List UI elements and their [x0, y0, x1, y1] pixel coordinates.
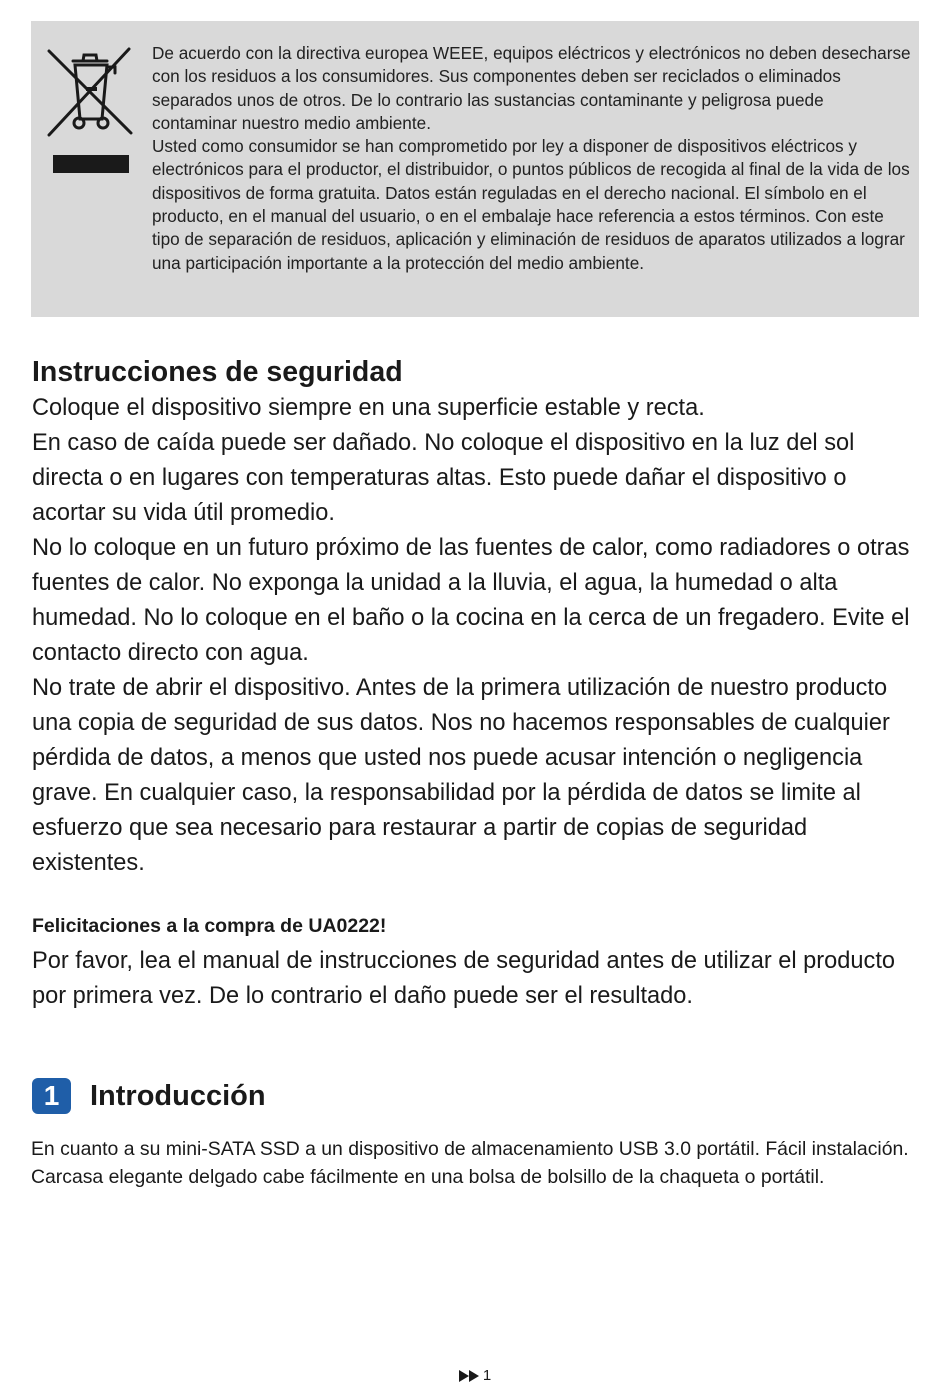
page-number: 1	[482, 1367, 492, 1384]
weee-notice-box	[31, 21, 919, 317]
safety-paragraph: No trate de abrir el dispositivo. Antes de la primera utilización de nuestro producto una copia de seguridad de sus datos. Nos no hacemos responsables de cualquier pérdida de datos, a menos que usted nos puede acusar intención o negligencia grave. En cualquier caso, la responsabilidad por la pérdida de datos se limite al esfuerzo que sea necesario para restaurar a partir de copias de seguridad existentes.	[32, 675, 890, 876]
crossed-out-wheelie-bin-icon	[45, 43, 133, 137]
intro-header	[32, 1076, 266, 1116]
safety-paragraph: Coloque el dispositivo siempre en una superficie estable y recta.	[32, 395, 705, 421]
weee-underline-bar	[53, 155, 129, 173]
intro-body: En cuanto a su mini-SATA SSD a un dispositivo de almacenamiento USB 3.0 portátil. Fácil instalación. Carcasa elegante delgado cabe fácilmente en una bolsa de bolsillo de la chaqueta o portátil.	[31, 1138, 909, 1188]
safety-paragraph: En caso de caída puede ser dañado. No coloque el dispositivo en la luz del sol directa o en lugares con temperaturas altas. Esto puede dañar el dispositivo o acortar su vida útil promedio.	[32, 430, 855, 526]
page-footer	[0, 1366, 950, 1386]
congrats-heading: Felicitaciones a la compra de UA0222!	[32, 915, 387, 937]
safety-paragraph: No lo coloque en un futuro próximo de las fuentes de calor, como radiadores o otras fuentes de calor. No exponga la unidad a la lluvia, el agua, la humedad o alta humedad. No lo coloque en el baño o la cocina en la cerca de un fregadero. Evite el contacto directo con agua.	[32, 535, 910, 666]
double-arrow-icon	[459, 1370, 481, 1382]
weee-paragraph: Usted como consumidor se han comprometido por ley a disponer de dispositivos eléctricos y electrónicos para el productor, el distribuidor, o puntos públicos de recogida al final de la vida de los dispositivos de forma gratuita. Datos están reguladas en el derecho nacional. El símbolo en el producto, en el manual del usuario, o en el embalaje hace referencia a estos términos. Con este tipo de separación de residuos, aplicación y eliminación de residuos de aparatos utilizados a lograr una participación importante a la protección del medio ambiente.	[152, 136, 910, 273]
weee-paragraph: De acuerdo con la directiva europea WEEE, equipos eléctricos y electrónicos no deben desecharse con los residuos a los consumidores. Sus componentes deben ser reciclados o eliminados separados unos de otros. De lo contrario las sustancias contaminante y peligrosa puede contaminar nuestro medio ambiente.	[152, 43, 911, 133]
congrats-body: Por favor, lea el manual de instrucciones de seguridad antes de utilizar el producto por primera vez. De lo contrario el daño puede ser el resultado.	[32, 948, 895, 1009]
intro-heading: Introducción	[90, 1080, 266, 1112]
safety-heading: Instrucciones de seguridad	[32, 356, 403, 388]
weee-notice-text	[152, 42, 912, 275]
safety-body	[32, 391, 918, 881]
section-number-badge: 1	[32, 1078, 71, 1114]
